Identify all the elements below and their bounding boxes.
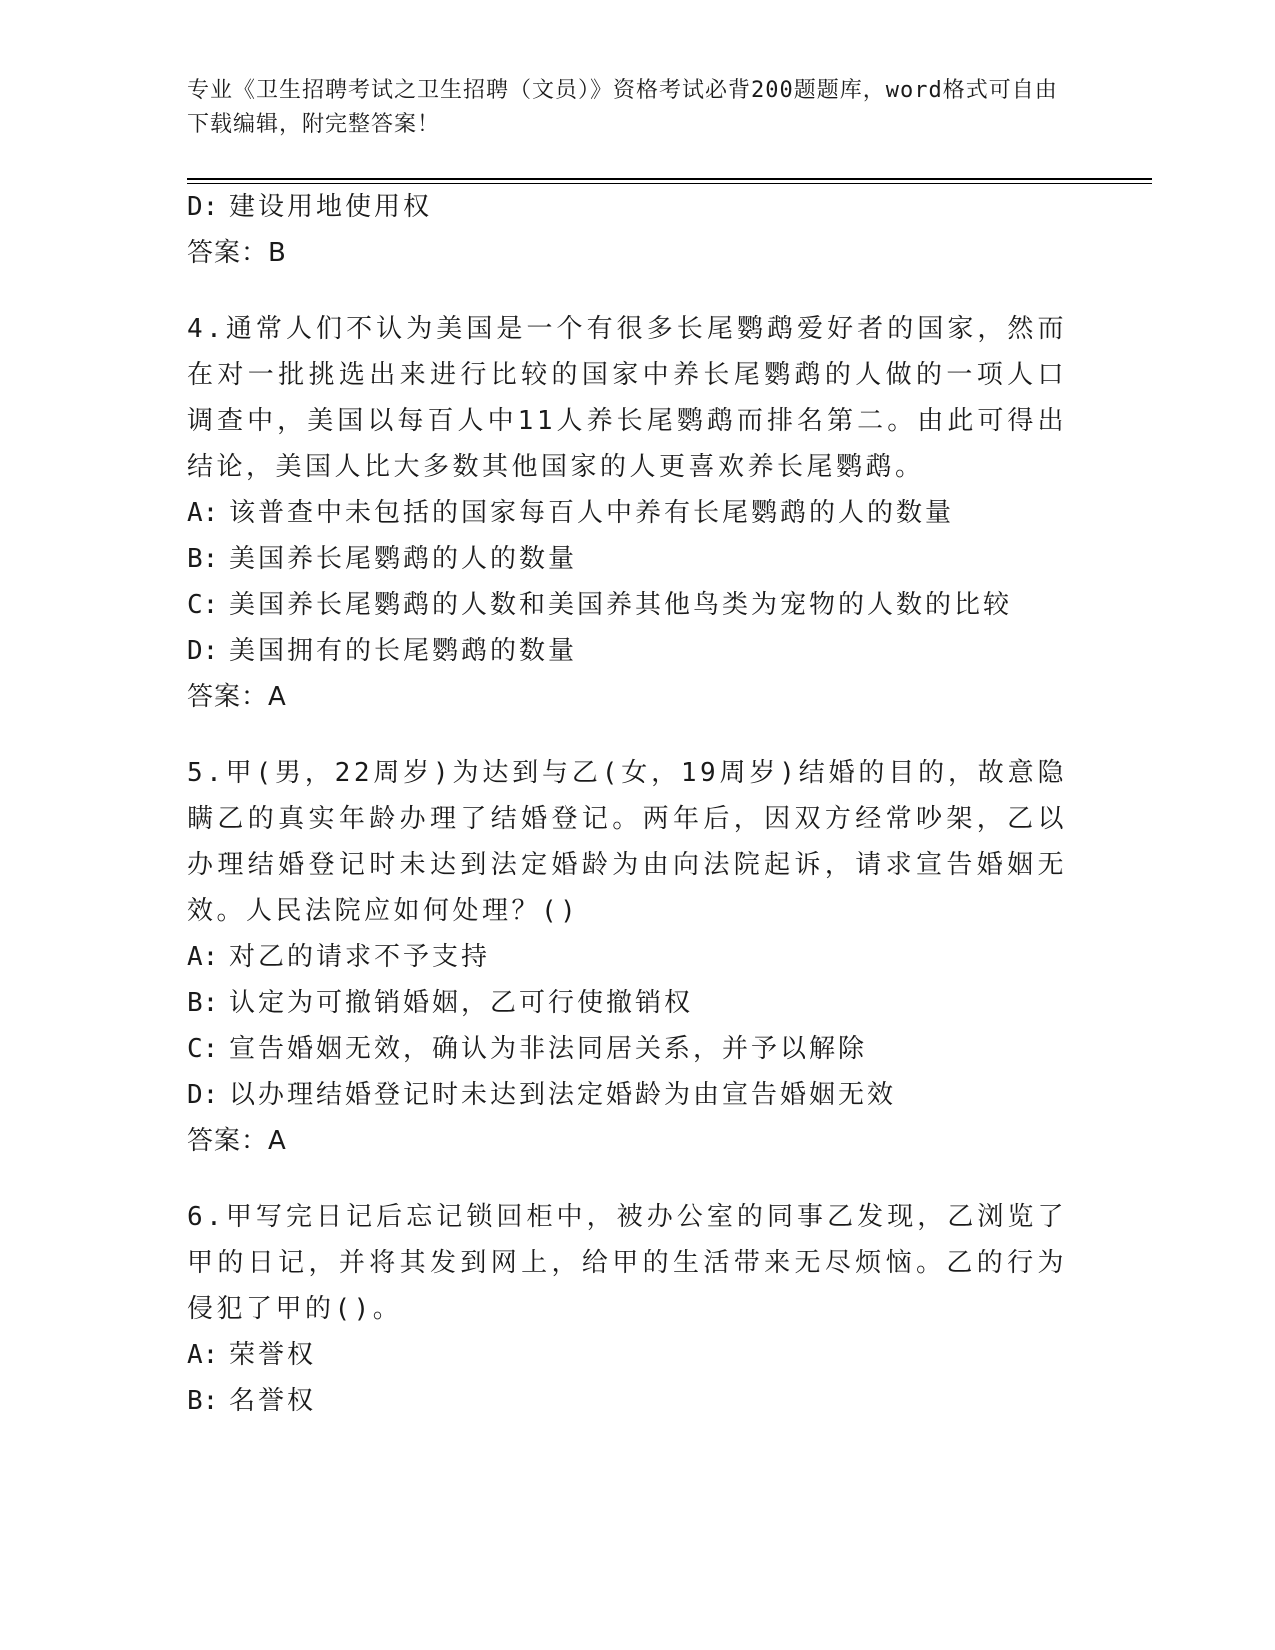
option-a bbox=[187, 1332, 1067, 1378]
option-key: A: bbox=[187, 498, 219, 528]
header-divider-thick bbox=[187, 178, 1152, 180]
option-key: B: bbox=[187, 544, 219, 574]
option-key: D: bbox=[187, 636, 219, 666]
answer-line: 答案：A bbox=[187, 1126, 287, 1156]
option-text: 该普查中未包括的国家每百人中养有长尾鹦鹉的人的数量 bbox=[229, 498, 955, 528]
option-key: A: bbox=[187, 1340, 219, 1370]
option-key: D: bbox=[187, 192, 219, 222]
option-key: B: bbox=[187, 988, 219, 1018]
document-title: 专业《卫生招聘考试之卫生招聘（文员）》资格考试必背200题题库，word格式可自由下载编辑，附完整答案！ bbox=[187, 78, 1058, 137]
option-b bbox=[187, 536, 1067, 582]
option-text: 名誉权 bbox=[229, 1386, 317, 1416]
option-text: 荣誉权 bbox=[229, 1340, 317, 1370]
option-text: 美国养长尾鹦鹉的人数和美国养其他鸟类为宠物的人数的比较 bbox=[229, 590, 1013, 620]
answer-line: 答案：B bbox=[187, 238, 287, 268]
option-text: 建设用地使用权 bbox=[229, 192, 433, 222]
option-text: 美国拥有的长尾鹦鹉的数量 bbox=[229, 636, 578, 666]
option-key: D: bbox=[187, 1080, 219, 1110]
question-stem: 5.甲(男，22周岁)为达到与乙(女，19周岁)结婚的目的，故意隐瞒乙的真实年龄办理了结婚登记。两年后，因双方经常吵架，乙以办理结婚登记时未达到法定婚龄为由向法院起诉，请求宣告婚姻无效。人民法院应如何处理？() bbox=[187, 758, 1067, 926]
option-d bbox=[187, 184, 1067, 230]
question-stem: 6.甲写完日记后忘记锁回柜中，被办公室的同事乙发现，乙浏览了甲的日记，并将其发到网上，给甲的生活带来无尽烦恼。乙的行为侵犯了甲的()。 bbox=[187, 1202, 1067, 1324]
option-a bbox=[187, 490, 1067, 536]
question-list bbox=[187, 187, 1067, 1424]
question-stem: 4.通常人们不认为美国是一个有很多长尾鹦鹉爱好者的国家，然而在对一批挑选出来进行比较的国家中养长尾鹦鹉的人做的一项人口调查中，美国以每百人中11人养长尾鹦鹉而排名第二。由此可得出结论，美国人比大多数其他国家的人更喜欢养长尾鹦鹉。 bbox=[187, 314, 1067, 482]
option-text: 对乙的请求不予支持 bbox=[229, 942, 491, 972]
option-key: C: bbox=[187, 590, 219, 620]
option-key: A: bbox=[187, 942, 219, 972]
option-d bbox=[187, 628, 1067, 674]
option-c bbox=[187, 1026, 1067, 1072]
answer-line: 答案：A bbox=[187, 682, 287, 712]
option-d bbox=[187, 1072, 1067, 1118]
option-b bbox=[187, 980, 1067, 1026]
option-text: 宣告婚姻无效，确认为非法同居关系，并予以解除 bbox=[229, 1034, 868, 1064]
option-key: B: bbox=[187, 1386, 219, 1416]
option-text: 美国养长尾鹦鹉的人的数量 bbox=[229, 544, 578, 574]
option-c bbox=[187, 582, 1067, 628]
option-a bbox=[187, 934, 1067, 980]
option-b bbox=[187, 1378, 1067, 1424]
option-text: 认定为可撤销婚姻，乙可行使撤销权 bbox=[229, 988, 694, 1018]
option-text: 以办理结婚登记时未达到法定婚龄为由宣告婚姻无效 bbox=[229, 1080, 897, 1110]
option-key: C: bbox=[187, 1034, 219, 1064]
document-header bbox=[187, 74, 1067, 142]
